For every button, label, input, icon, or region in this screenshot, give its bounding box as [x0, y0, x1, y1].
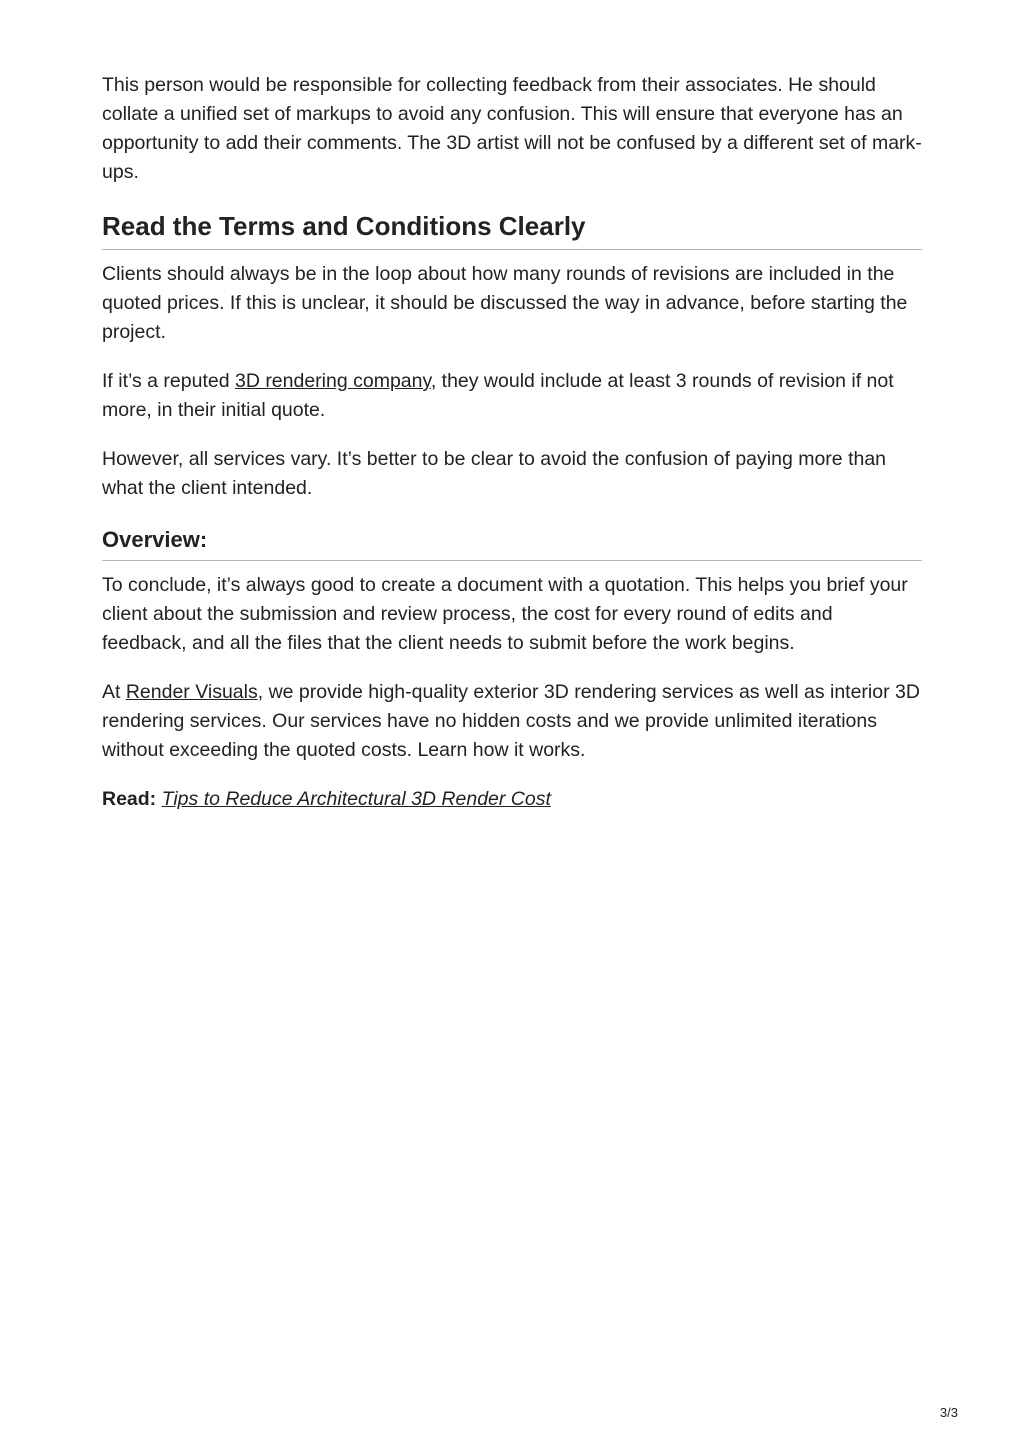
terms-paragraph-1: Clients should always be in the loop about how many rounds of revisions are included in the quoted prices. If this is unclear, it should be discussed the way in advance, before starting the project.	[102, 263, 908, 343]
terms-paragraph-2-tail: , they would include at least 3 rounds of revision if not more, in their initial quote.	[102, 370, 894, 421]
terms-paragraph-2-lead: If it’s a reputed	[102, 370, 235, 392]
overview-paragraph-2	[102, 678, 922, 765]
article-body	[102, 71, 922, 834]
overview-paragraph-2-tail: , we provide high-quality exterior 3D rendering services as well as interior 3D rendering services. Our services have no hidden costs and we provide unlimited iterations without exceeding the quoted costs. Learn how it works.	[102, 681, 920, 761]
terms-heading: Read the Terms and Conditions Clearly	[102, 209, 922, 250]
overview-heading: Overview:	[102, 525, 922, 561]
page-number: 3/3	[939, 1405, 958, 1420]
render-cost-tips-link[interactable]: Tips to Reduce Architectural 3D Render Cost	[161, 788, 551, 810]
rendering-company-link[interactable]: 3D rendering company	[234, 370, 431, 392]
terms-paragraph-3: However, all services vary. It’s better to be clear to avoid the confusion of paying more than what the client intended.	[102, 448, 887, 499]
read-more-line	[102, 785, 922, 814]
render-visuals-link[interactable]: Render Visuals	[125, 681, 258, 703]
terms-paragraph-2	[102, 367, 922, 425]
overview-paragraph-1: To conclude, it’s always good to create a document with a quotation. This helps you brief your client about the submission and review process, the cost for every round of edits and feedback, and all the files that the client needs to submit before the work begins.	[102, 574, 908, 654]
overview-paragraph-2-lead: At	[102, 681, 126, 703]
intro-paragraph: This person would be responsible for collecting feedback from their associates. He should collate a unified set of markups to avoid any confusion. This will ensure that everyone has an opportunity to add their comments. The 3D artist will not be confused by a different set of mark-ups.	[102, 74, 922, 183]
read-label: Read:	[102, 788, 157, 810]
